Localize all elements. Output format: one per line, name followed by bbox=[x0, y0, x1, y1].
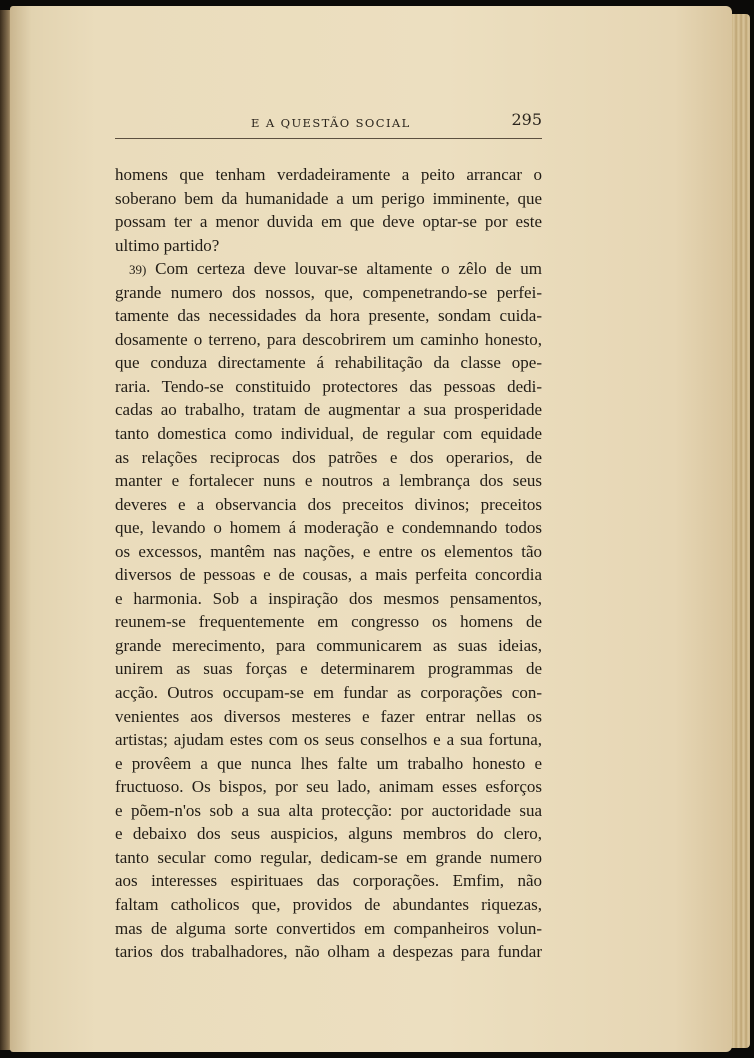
text-line: possam ter a menor duvida em que deve optar-se por este bbox=[115, 212, 542, 232]
text-line: acção. Outros occupam-se em fundar as corporações con- bbox=[115, 683, 542, 703]
text-line: que, levando o homem á moderação e condemnando todos bbox=[115, 518, 542, 538]
text-line: venientes aos diversos mesteres e fazer entrar nellas os bbox=[115, 706, 542, 726]
text-line: grande merecimento, para communicarem as suas ideias, bbox=[115, 635, 542, 655]
text-line: e põem-n'os sob a sua alta protecção: por auctoridade sua bbox=[115, 800, 542, 820]
text-line: mas de alguma sorte convertidos em companheiros volun- bbox=[115, 918, 542, 938]
text-line: dosamente o terreno, para descobrirem um caminho honesto, bbox=[115, 329, 542, 349]
text-line: e debaixo dos seus auspicios, alguns membros do clero, bbox=[115, 824, 542, 844]
text-line: os excessos, mantêm nas nações, e entre os elementos tão bbox=[115, 541, 542, 561]
text-line: e harmonia. Sob a inspiração dos mesmos pensamentos, bbox=[115, 588, 542, 608]
text-line: Com certeza deve louvar-se altamente o zêlo de um bbox=[155, 259, 542, 279]
text-line: tanto domestica como individual, de regular com equidade bbox=[115, 424, 542, 444]
paragraph-number: 39) bbox=[129, 262, 147, 278]
text-line: cadas ao trabalho, tratam de augmentar a sua prosperidade bbox=[115, 400, 542, 420]
text-line: grande numero dos nossos, que, compenetrando-se perfei- bbox=[115, 282, 542, 302]
text-line: homens que tenham verdadeiramente a peito arrancar o bbox=[115, 165, 542, 184]
text-line: tanto secular como regular, dedicam-se em grande numero bbox=[115, 847, 542, 867]
text-line: tamente das necessidades da hora presente, sondam cuida- bbox=[115, 306, 542, 326]
text-line: as relações reciprocas dos patrões e dos operarios, de bbox=[115, 447, 542, 467]
running-head: E A QUESTÃO SOCIAL bbox=[251, 116, 411, 130]
text-line: artistas; ajudam estes com os seus conselhos e a sua fortuna, bbox=[115, 730, 542, 750]
text-line: e provêem a que nunca lhes falte um trabalho honesto e bbox=[115, 753, 542, 773]
text-line: fructuoso. Os bispos, por seu lado, animam esses esforços bbox=[115, 777, 542, 797]
text-line: que conduza directamente á rehabilitação da classe ope- bbox=[115, 353, 542, 373]
text-line: aos interesses espirituaes das corporações. Emfim, não bbox=[115, 871, 542, 891]
text-line: soberano bem da humanidade a um perigo imminente, que bbox=[115, 188, 542, 208]
text-line: deveres e a observancia dos preceitos divinos; preceitos bbox=[115, 494, 542, 514]
text-line: diversos de pessoas e de cousas, a mais perfeita concordia bbox=[115, 565, 542, 585]
body-text bbox=[115, 163, 542, 964]
text-line: tarios dos trabalhadores, não olham a despezas para fundar bbox=[115, 942, 542, 962]
page-number: 295 bbox=[511, 110, 542, 129]
page-header bbox=[115, 106, 542, 139]
text-line: reunem-se frequentemente em congresso os homens de bbox=[115, 612, 542, 632]
paragraph-start-line bbox=[115, 257, 542, 281]
text-line: ultimo partido? bbox=[115, 235, 220, 255]
text-line: faltam catholicos que, providos de abundantes riquezas, bbox=[115, 894, 542, 914]
text-line: unirem as suas forças e determinarem programmas de bbox=[115, 659, 542, 679]
text-line: raria. Tendo-se constituido protectores das pessoas dedi- bbox=[115, 376, 542, 396]
text-line: manter e fortalecer nuns e noutros a lembrança dos seus bbox=[115, 471, 542, 491]
